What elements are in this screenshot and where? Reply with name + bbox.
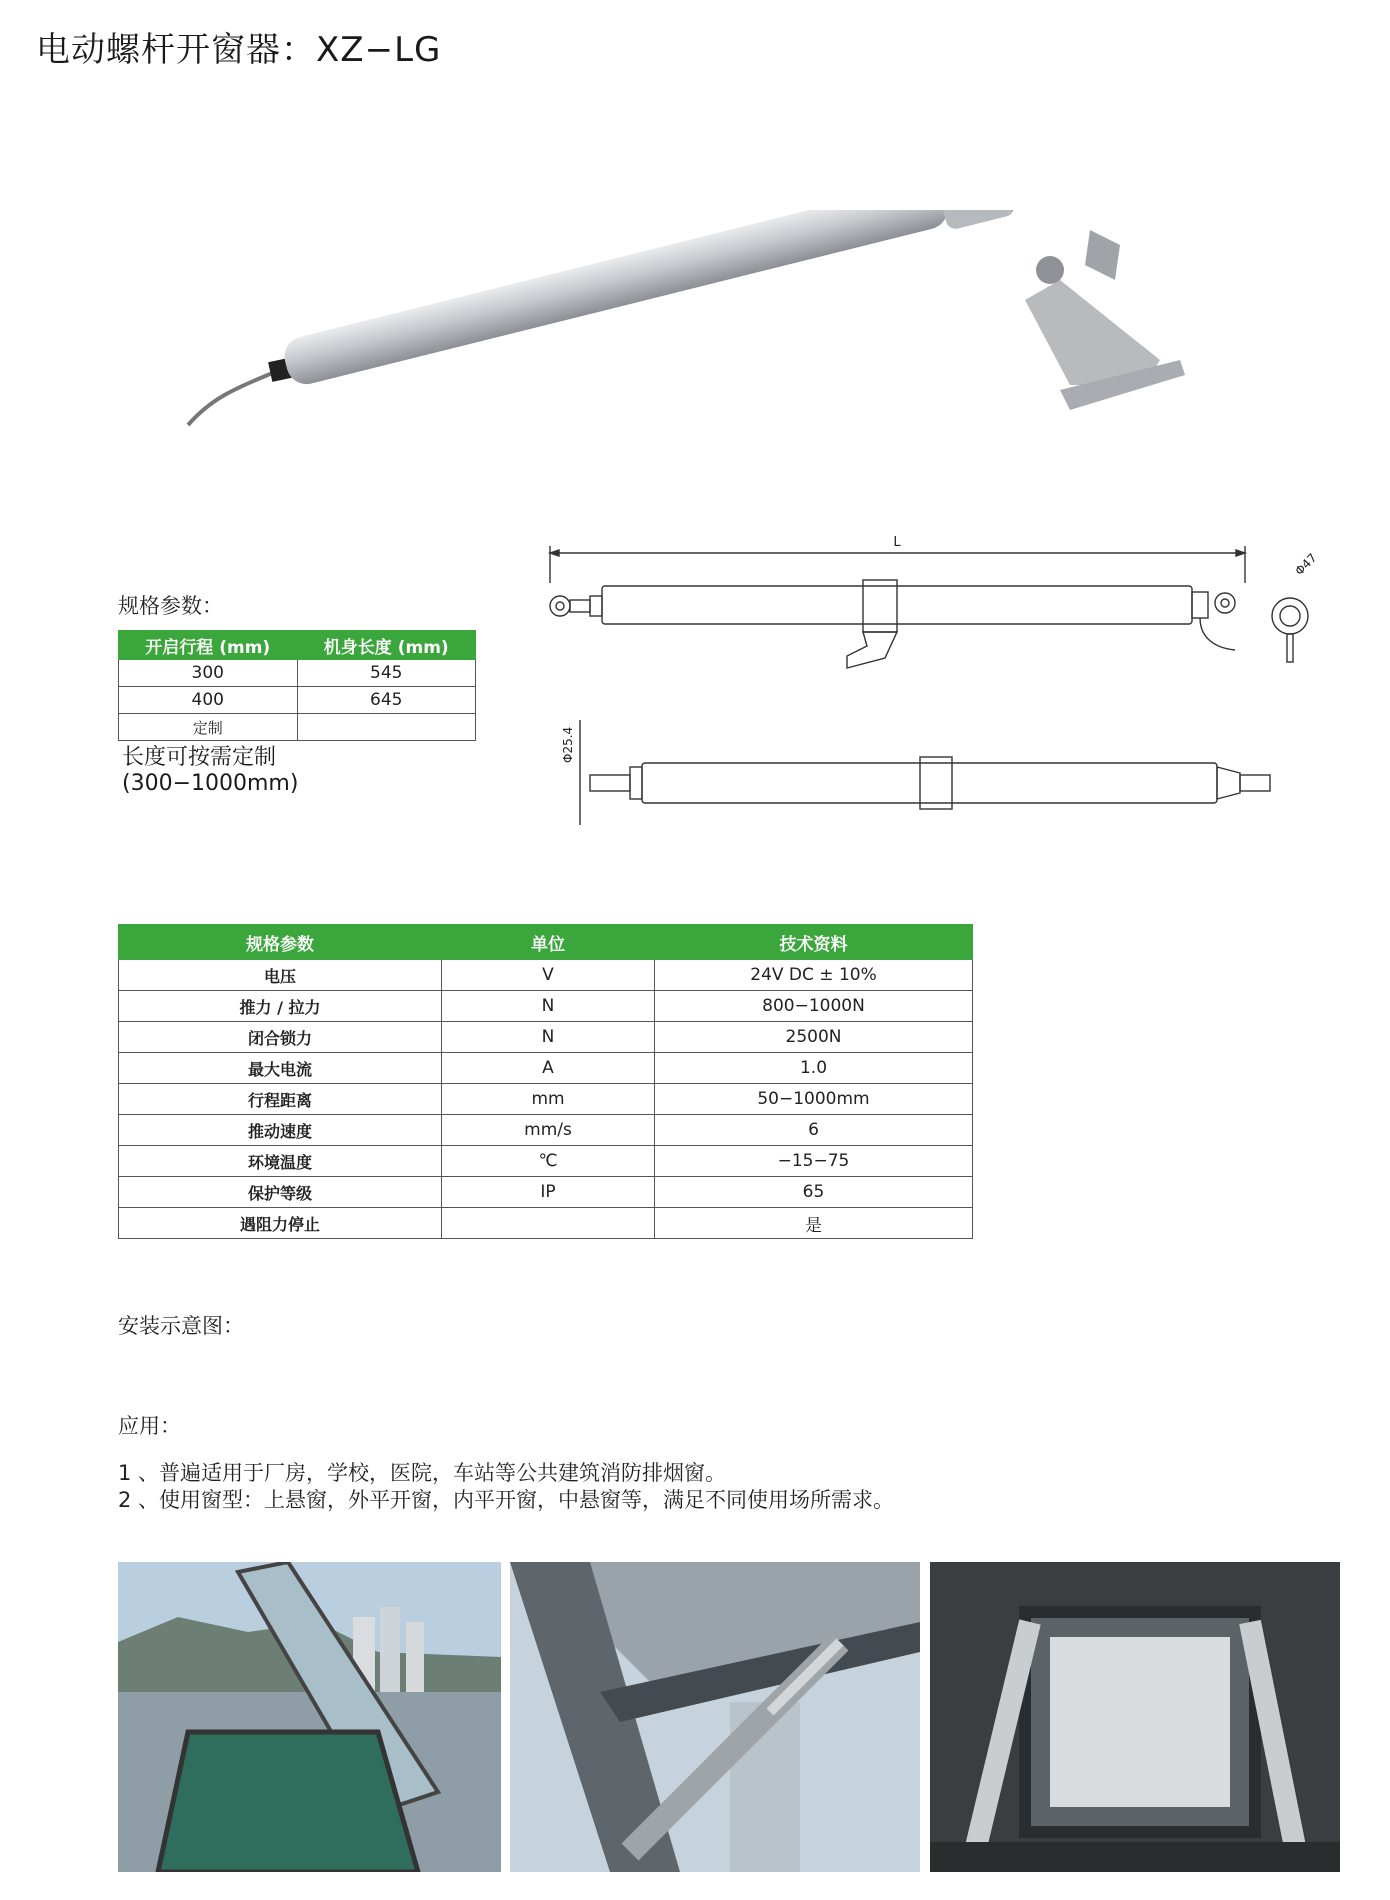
- param-value: 65: [655, 1177, 973, 1208]
- custom-note-line2: (300−1000mm): [122, 771, 299, 796]
- table-row: [119, 1146, 973, 1177]
- application-photo-skylight: [118, 1562, 501, 1872]
- param-name: 电压: [119, 960, 442, 991]
- application-heading: 应用：: [118, 1414, 181, 1438]
- param-value: 1.0: [655, 1053, 973, 1084]
- list-item: 2 、使用窗型：上悬窗，外平开窗，内平开窗，中悬窗等，满足不同使用场所需求。: [118, 1488, 895, 1512]
- side-view-drawing: [560, 715, 1310, 830]
- list-item: 1 、普遍适用于厂房，学校，医院，车站等公共建筑消防排烟窗。: [118, 1461, 727, 1485]
- param-unit: mm: [442, 1084, 655, 1115]
- ring-dia-label: Φ47: [1292, 550, 1320, 579]
- param-value: −15−75: [655, 1146, 973, 1177]
- top-view-drawing: [545, 528, 1335, 688]
- param-value: 2500N: [655, 1022, 973, 1053]
- param-unit: mm/s: [442, 1115, 655, 1146]
- table-row: [119, 1084, 973, 1115]
- stroke-cell: 定制: [119, 714, 298, 741]
- param-value: 800−1000N: [655, 991, 973, 1022]
- param-name: 环境温度: [119, 1146, 442, 1177]
- product-photo: [170, 210, 1200, 440]
- application-photo-interior-hatch: [930, 1562, 1340, 1872]
- custom-note-line1: 长度可按需定制: [122, 745, 277, 770]
- table-row: [119, 687, 476, 714]
- custom-length-note: [122, 745, 298, 797]
- table-row: [119, 991, 973, 1022]
- table-row: [119, 1022, 973, 1053]
- table-row: [119, 960, 973, 991]
- param-value: 6: [655, 1115, 973, 1146]
- table-row: [119, 1053, 973, 1084]
- table-row: [119, 714, 476, 741]
- spec-heading: 规格参数：: [118, 594, 223, 618]
- param-unit: V: [442, 960, 655, 991]
- param-name: 保护等级: [119, 1177, 442, 1208]
- table-row: [119, 660, 476, 687]
- parameter-table: [118, 924, 973, 1239]
- page-title: 电动螺杆开窗器：XZ−LG: [36, 30, 442, 70]
- col-header-spec: 技术资料: [655, 925, 973, 960]
- param-unit: A: [442, 1053, 655, 1084]
- table-row: [119, 1115, 973, 1146]
- col-header-stroke: 开启行程 (mm): [119, 631, 298, 660]
- param-unit: N: [442, 1022, 655, 1053]
- install-diagram-heading: 安装示意图：: [118, 1314, 244, 1338]
- length-cell: 645: [297, 687, 476, 714]
- length-dim-label: L: [893, 535, 901, 550]
- param-unit: IP: [442, 1177, 655, 1208]
- length-cell: [297, 714, 476, 741]
- application-list: [118, 1460, 894, 1514]
- table-row: [119, 1177, 973, 1208]
- application-photo-facade-window: [510, 1562, 920, 1872]
- stroke-cell: 400: [119, 687, 298, 714]
- tube-dia-label: Φ25.4: [561, 726, 575, 763]
- col-header-unit: 单位: [442, 925, 655, 960]
- length-cell: 545: [297, 660, 476, 687]
- param-value: 24V DC ± 10%: [655, 960, 973, 991]
- col-header-parameter: 规格参数: [119, 925, 442, 960]
- param-name: 推力 / 拉力: [119, 991, 442, 1022]
- table-row: [119, 1208, 973, 1239]
- stroke-length-table: [118, 630, 476, 741]
- param-name: 遇阻力停止: [119, 1208, 442, 1239]
- param-name: 闭合锁力: [119, 1022, 442, 1053]
- param-value: 是: [655, 1208, 973, 1239]
- col-header-body-length: 机身长度 (mm): [297, 631, 476, 660]
- param-unit: ℃: [442, 1146, 655, 1177]
- param-name: 行程距离: [119, 1084, 442, 1115]
- param-unit: [442, 1208, 655, 1239]
- param-name: 推动速度: [119, 1115, 442, 1146]
- param-value: 50−1000mm: [655, 1084, 973, 1115]
- param-unit: N: [442, 991, 655, 1022]
- stroke-cell: 300: [119, 660, 298, 687]
- param-name: 最大电流: [119, 1053, 442, 1084]
